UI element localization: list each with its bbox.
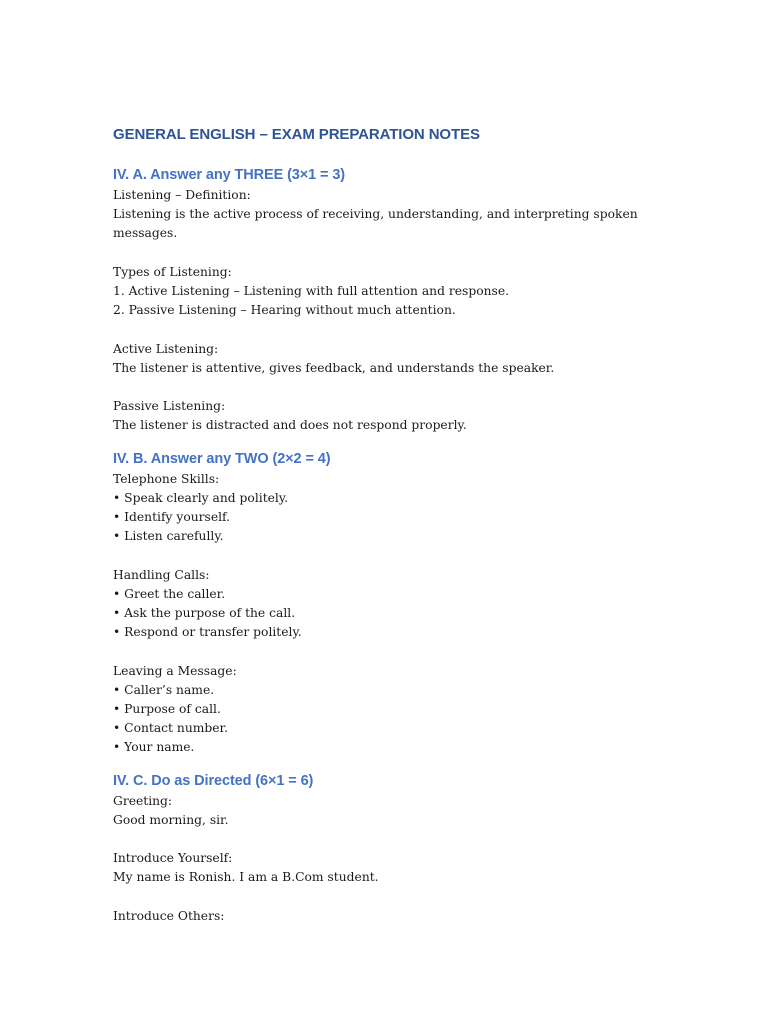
document-page <box>113 124 653 926</box>
section-body <box>113 792 653 926</box>
text-line: • Ask the purpose of the call. <box>113 606 296 620</box>
blank-line <box>113 642 653 661</box>
blank-line <box>113 244 653 263</box>
section-heading: IV. C. Do as Directed (6×1 = 6) <box>113 772 314 789</box>
text-line: Greeting: <box>113 793 173 808</box>
text-line: Passive Listening: <box>113 399 226 414</box>
text-line: 2. Passive Listening – Hearing without much attention. <box>113 303 456 318</box>
section-body <box>113 186 653 436</box>
text-line: • Contact number. <box>113 721 228 736</box>
sections-container <box>113 164 653 926</box>
blank-line <box>113 546 653 565</box>
text-line: • Purpose of call. <box>113 702 221 716</box>
document-title: GENERAL ENGLISH – EXAM PREPARATION NOTES <box>113 126 480 143</box>
text-line: Leaving a Message: <box>113 663 237 678</box>
text-line: • Respond or transfer politely. <box>113 625 302 640</box>
text-line: My name is Ronish. I am a B.Com student. <box>113 870 379 885</box>
text-line: Introduce Others: <box>113 908 225 923</box>
text-line: 1. Active Listening – Listening with full attention and response. <box>113 284 510 298</box>
text-line: • Greet the caller. <box>113 586 226 601</box>
text-line: messages. <box>113 226 178 241</box>
section-body <box>113 470 653 758</box>
text-line: • Caller’s name. <box>113 682 215 697</box>
text-line: Handling Calls: <box>113 567 210 582</box>
text-line: • Your name. <box>113 740 195 755</box>
text-line: • Speak clearly and politely. <box>113 490 289 505</box>
text-line: Telephone Skills: <box>113 471 220 486</box>
text-line: Types of Listening: <box>113 264 232 279</box>
blank-line <box>113 320 653 339</box>
text-line: The listener is distracted and does not respond properly. <box>113 418 467 433</box>
text-line: • Listen carefully. <box>113 529 224 544</box>
text-line: • Identify yourself. <box>113 510 231 524</box>
text-line: Listening – Definition: <box>113 188 251 202</box>
blank-line <box>113 888 653 907</box>
text-line: Active Listening: <box>113 341 219 356</box>
blank-line <box>113 830 653 849</box>
section-heading: IV. B. Answer any TWO (2×2 = 4) <box>113 450 331 467</box>
text-line: The listener is attentive, gives feedback, and understands the speaker. <box>113 360 555 375</box>
text-line: Good morning, sir. <box>113 812 229 827</box>
blank-line <box>113 378 653 397</box>
section-heading: IV. A. Answer any THREE (3×1 = 3) <box>113 167 346 183</box>
text-line: Listening is the active process of receiving, understanding, and interpreting spoken <box>113 207 638 222</box>
text-line: Introduce Yourself: <box>113 851 233 866</box>
